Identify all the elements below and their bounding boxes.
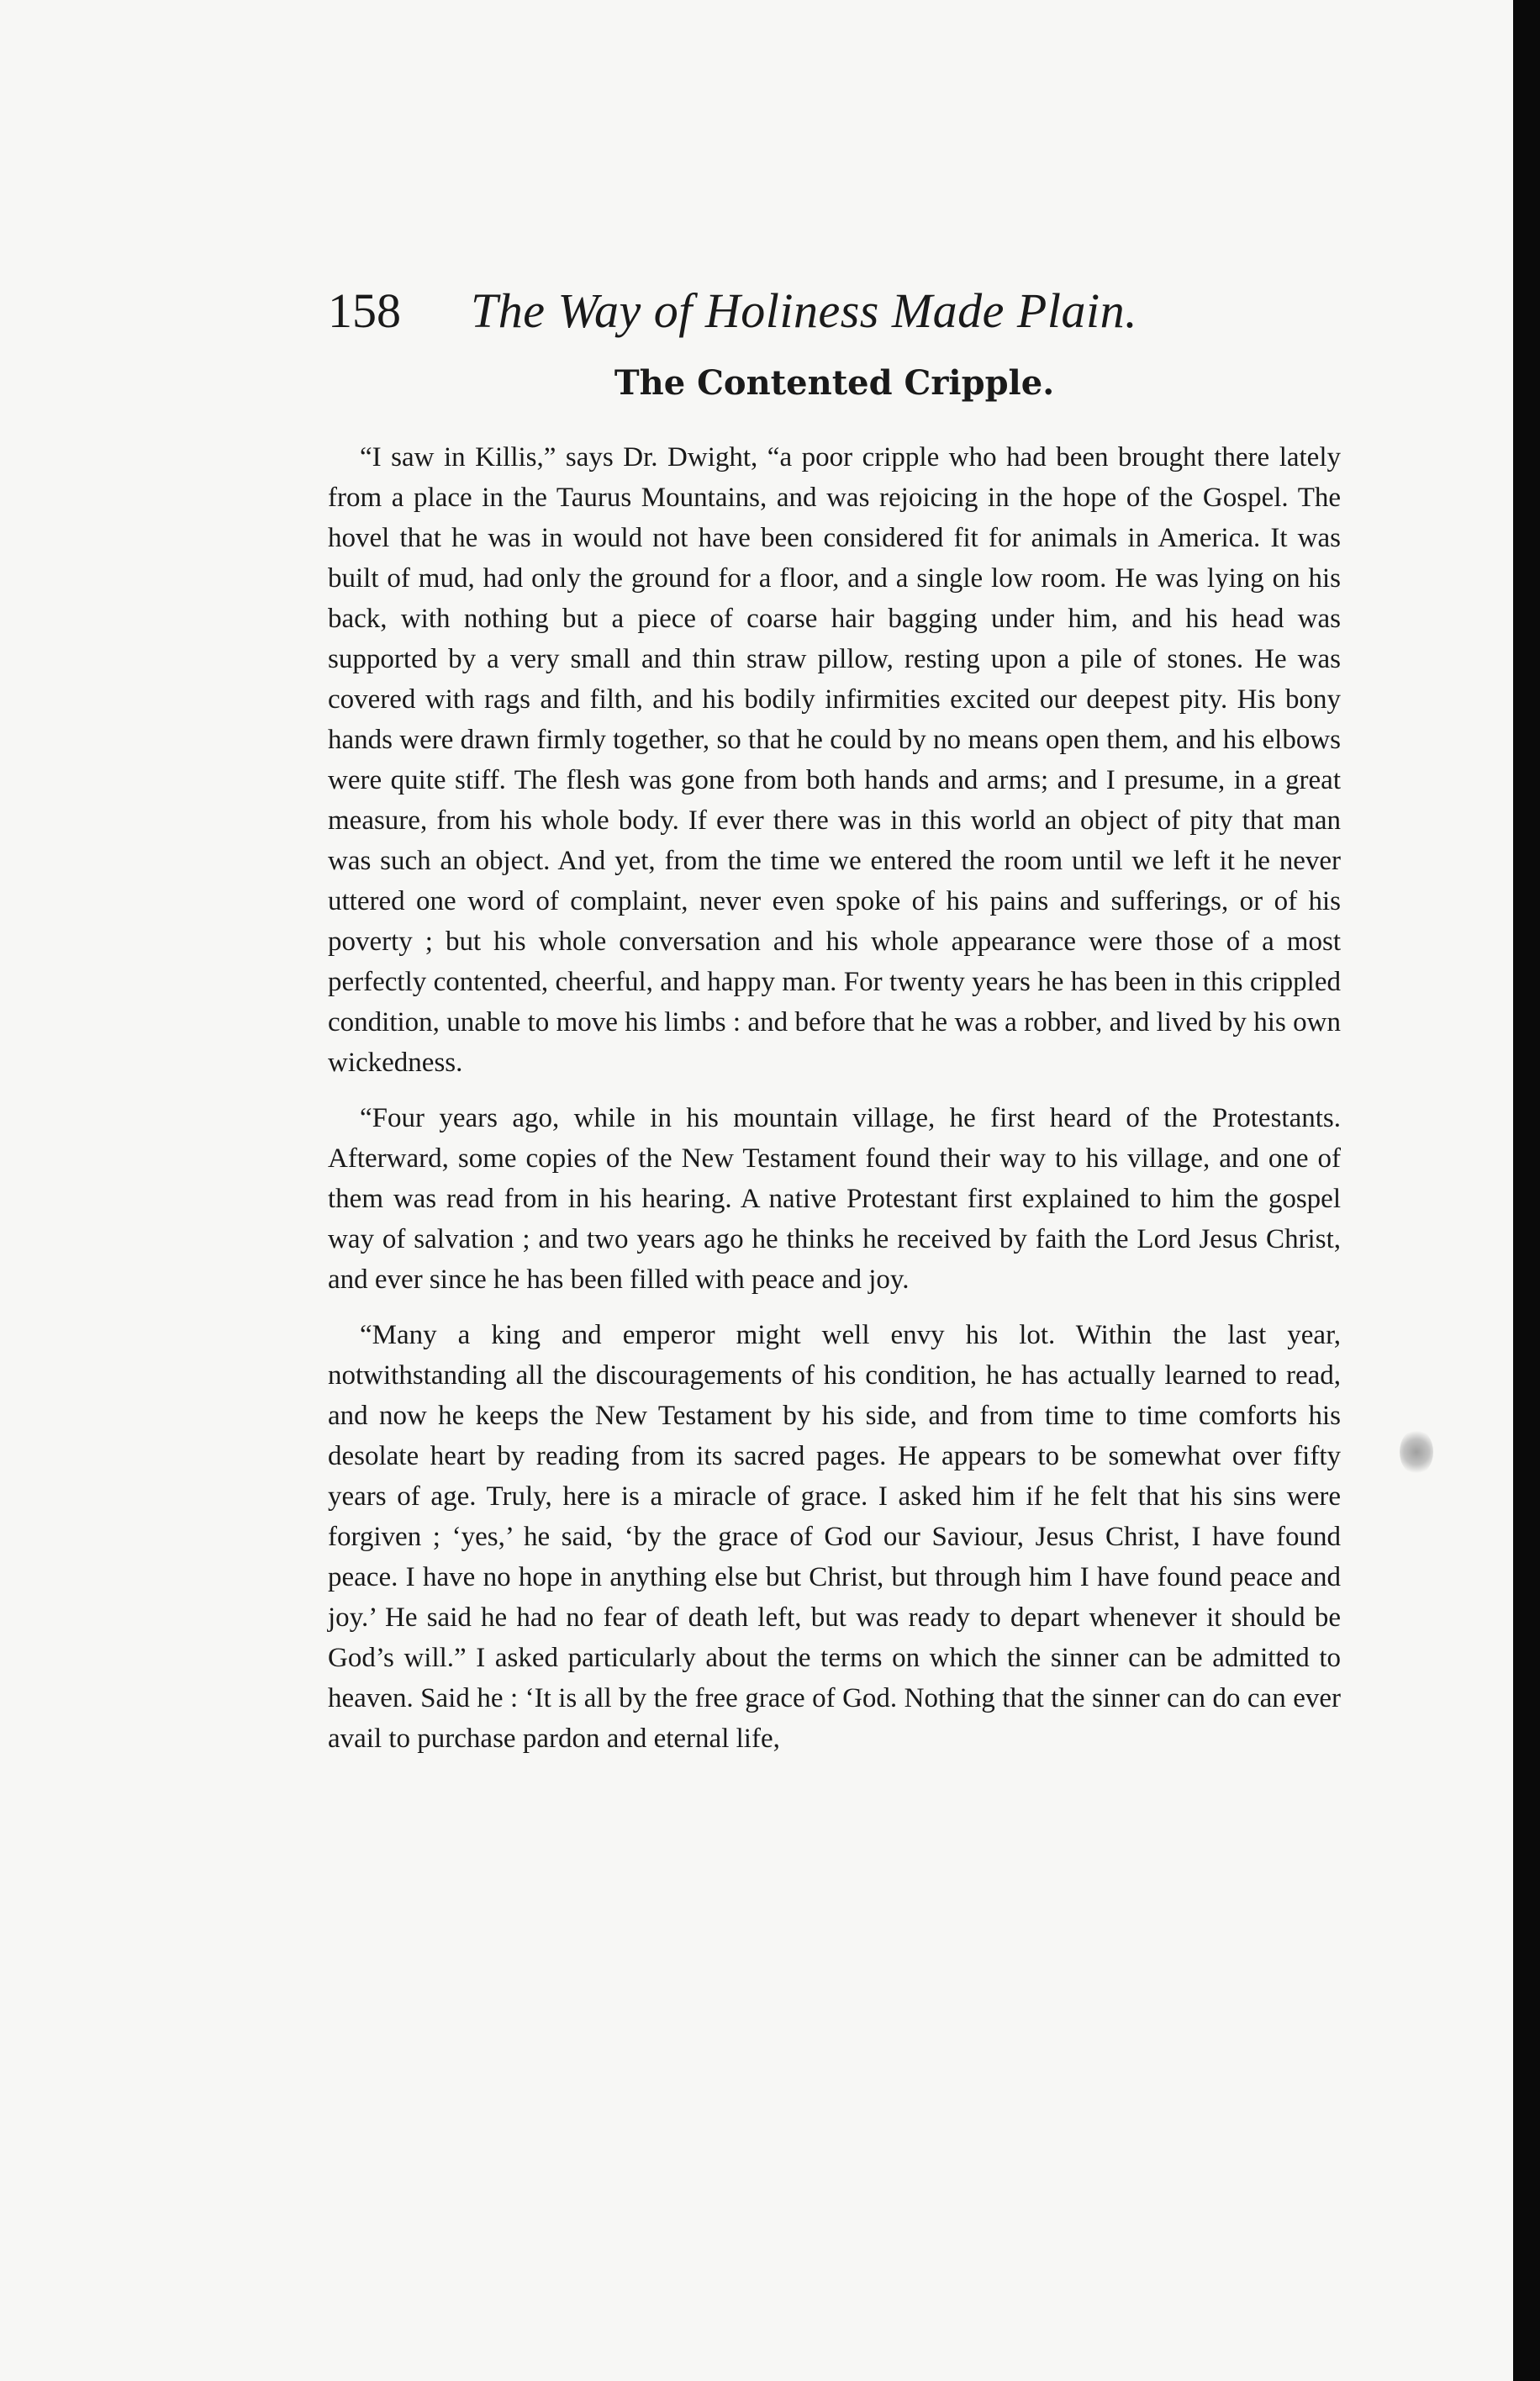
paragraph-2: “Four years ago, while in his mountain village, he first heard of the Protestants. Afterward, some copies of the New Testament found their way to his village, and one of them was read from in his hearing. A native Protestant first explained to him the gospel way of salvation ; and two years ago he thinks he received by faith the Lord Jesus Christ, and ever since he has been filled with peace and joy. [328,1103,1341,1295]
ink-smudge [1400,1429,1433,1475]
page-content [328,277,1341,1774]
paragraph-1: “I saw in Killis,” says Dr. Dwight, “a poor cripple who had been brought there lately from a place in the Taurus Mountains, and was rejoicing in the hope of the Gospel. The hovel that he was in would not have been considered fit for animals in America. It was built of mud, had only the ground for a floor, and a single low room. He was lying on his back, with nothing but a piece of coarse hair bagging under him, and his head was supported by a very small and thin straw pillow, resting upon a pile of stones. He was covered with rags and filth, and his bodily infirmities excited our deepest pity. His bony hands were drawn firmly together, so that he could by no means open them, and his elbows were quite stiff. The flesh was gone from both hands and arms; and I presume, in a great measure, from his whole body. If ever there was in this world an object of pity that man was such an object. And yet, from the time we entered the room until we left it he never uttered one word of complaint, never even spoke of his pains and sufferings, or of his poverty ; but his whole conversation and his whole appearance were those of a most perfectly contented, cheerful, and happy man. For twenty years he has been in this crippled condition, unable to move his limbs : and before that he was a robber, and lived by his own wickedness. [328,442,1341,1078]
book-title: The Way of Holiness Made Plain. [471,283,1138,338]
page-edge-shadow [1513,0,1540,2381]
section-title: The Contented Cripple. [614,363,1055,403]
paragraph-3: “Many a king and emperor might well envy his lot. Within the last year, notwithstanding all the discouragements of his condition, he has actually learned to read, and now he keeps the New Testament by his side, and from time to time comforts his desolate heart by reading from its sacred pages. He appears to be somewhat over fifty years of age. Truly, here is a miracle of grace. I asked him if he felt that his sins were forgiven ; ‘yes,’ he said, ‘by the grace of God our Saviour, Jesus Christ, I have found peace. I have no hope in anything else but Christ, but through him I have found peace and joy.’ He said he had no fear of death left, but was ready to depart whenever it should be God’s will.” I asked particularly about the terms on which the sinner can be admitted to heaven. Said he : ‘It is all by the free grace of God. Nothing that the sinner can do can ever avail to purchase pardon and eternal life, [328,1320,1341,1754]
page-number: 158 [328,283,401,338]
body-text [328,437,1341,1759]
running-head [328,277,1341,345]
